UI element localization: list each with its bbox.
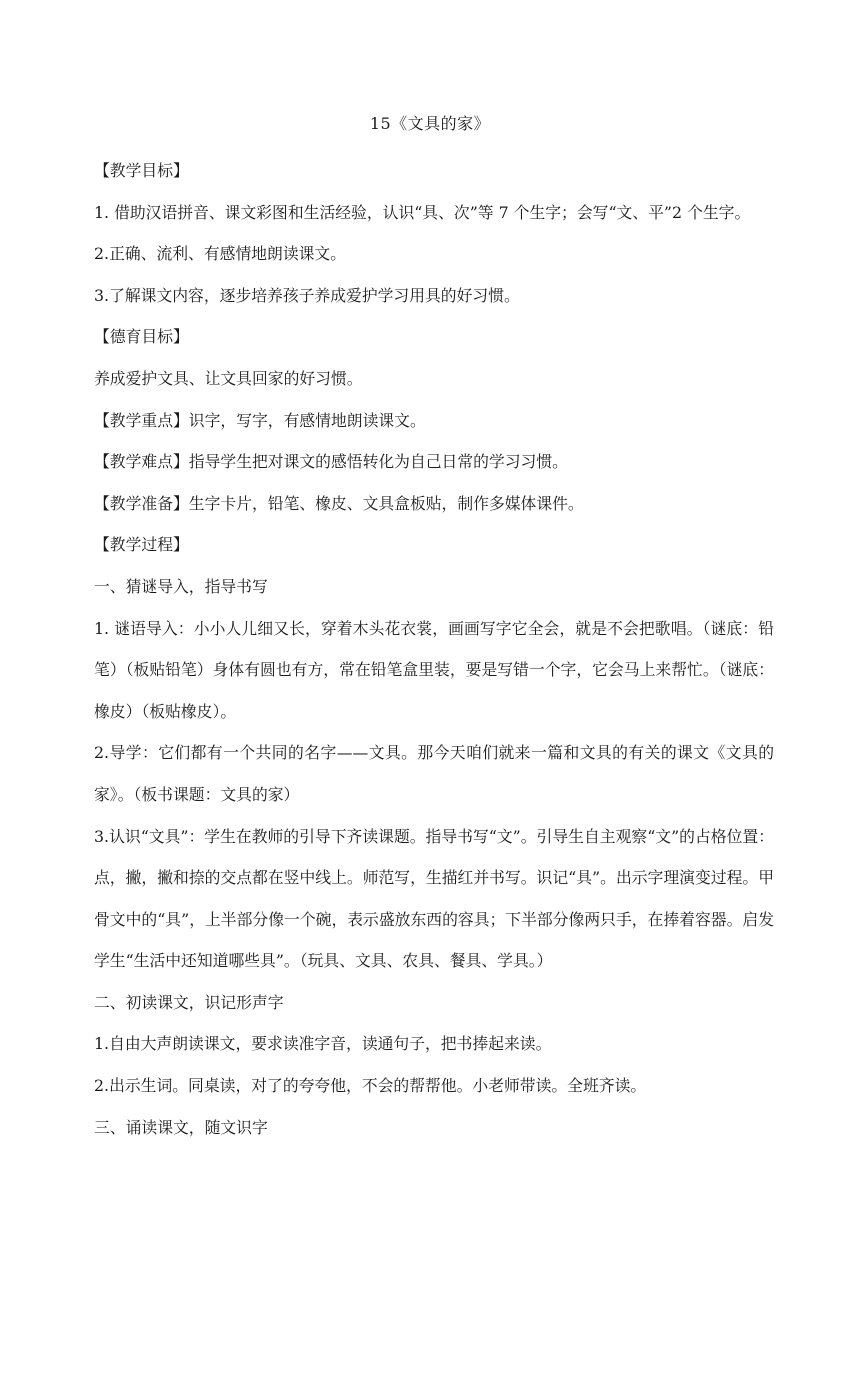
document-title: 15《文具的家》 (369, 114, 491, 133)
paragraph-riddle-intro (94, 608, 774, 733)
paragraph-objective-2 (94, 233, 774, 275)
paragraph-text: 【教学目标】 (94, 161, 189, 180)
paragraph-label: 【教学重点】 (94, 410, 189, 430)
paragraph-text: 一、猜谜导入，指导书写 (94, 576, 268, 596)
paragraph-key-points (94, 400, 774, 442)
paragraph-text: 养成爱护文具、让文具回家的好习惯。 (94, 368, 363, 388)
paragraph-text: 3.认识“文具”：学生在教师的引导下齐读课题。指导书写“文”。引导生自主观察“文”的占格位置：点，撇，撇和捺的交点都在竖中线上。师范写，生描红并书写。识记“具”。出示字理演变过程。甲骨文中的“具”，上半部分像一个碗，表示盛放东西的容具；下半部分像两只手，在捧着容器。启发学生“生活中还知道哪些具”。（玩具、文具、农具、餐具、学具。） (94, 826, 774, 971)
paragraph-section-2-heading (94, 982, 774, 1024)
paragraph-difficulties (94, 441, 774, 483)
paragraph-guided-learning (94, 732, 774, 815)
paragraph-section-3-heading (94, 1107, 774, 1149)
paragraph-label: 【教学难点】 (94, 452, 189, 472)
paragraph-process-heading (94, 524, 774, 566)
paragraph-new-words (94, 1065, 774, 1107)
paragraph-text: 2.出示生词。同桌读，对了的夸夸他，不会的帮帮他。小老师带读。全班齐读。 (94, 1076, 647, 1096)
paragraph-objective-3 (94, 275, 774, 317)
paragraph-text: 指导学生把对课文的感悟转化为自己日常的学习习惯。 (188, 452, 568, 472)
paragraph-text: 1.自由大声朗读课文，要求读准字音，读通句子，把书捧起来读。 (94, 1034, 552, 1054)
paragraph-text: 生字卡片，铅笔、橡皮、文具盒板贴，制作多媒体课件。 (188, 493, 584, 513)
paragraph-text: 【教学过程】 (94, 535, 189, 555)
paragraph-section-1-heading (94, 566, 774, 608)
paragraph-recognize-stationery (94, 816, 774, 982)
paragraph-text: 1. 借助汉语拼音、课文彩图和生活经验，认识“具、次”等 7 个生字；会写“文、平”2 个生字。 (94, 202, 751, 222)
paragraph-objectives-heading (94, 150, 774, 192)
paragraph-text: 三、诵读课文，随文识字 (94, 1117, 268, 1137)
paragraph-text: 2.导学：它们都有一个共同的名字——文具。那今天咱们就来一篇和文具的有关的课文《文具的家》。（板书课题：文具的家） (94, 743, 774, 804)
document-body (94, 150, 774, 1148)
paragraph-preparation (94, 483, 774, 525)
paragraph-read-aloud (94, 1023, 774, 1065)
paragraph-text: 3.了解课文内容，逐步培养孩子养成爱护学习用具的好习惯。 (94, 285, 520, 305)
paragraph-text: 1. 谜语导入：小小人儿细又长，穿着木头花衣裳，画画写字它全会，就是不会把歌唱。（谜底：铅笔）（板贴铅笔）身体有圆也有方，常在铅笔盒里装，要是写错一个字，它会马上来帮忙。（谜底：橡皮）（板贴橡皮）。 (94, 618, 774, 721)
paragraph-text: 2.正确、流利、有感情地朗读课文。 (94, 244, 347, 264)
paragraph-moral-goal (94, 358, 774, 400)
paragraph-text: 二、初读课文，识记形声字 (94, 992, 284, 1012)
paragraph-text: 【德育目标】 (94, 327, 189, 347)
paragraph-text: 识字，写字，有感情地朗读课文。 (188, 410, 426, 430)
paragraph-label: 【教学准备】 (94, 493, 189, 513)
paragraph-objective-1 (94, 192, 774, 234)
paragraph-moral-heading (94, 316, 774, 358)
